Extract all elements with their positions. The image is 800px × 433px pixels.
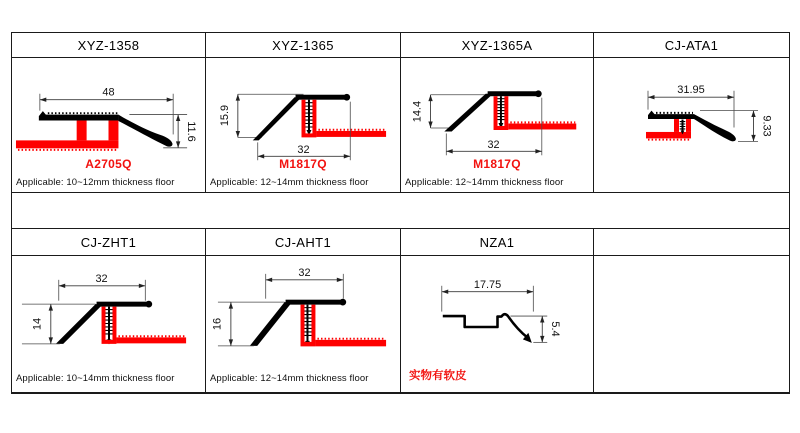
height-dimension (22, 304, 96, 344)
red-base (508, 124, 576, 130)
header-xyz-1365 (206, 33, 401, 58)
end-dot (535, 90, 542, 97)
height-value: 9.33 (760, 115, 773, 137)
model-label: NZA1 (479, 234, 515, 250)
cell-empty (594, 256, 789, 393)
arrow-icon (236, 131, 240, 137)
cell-xyz-1358 (12, 58, 206, 193)
arrow-icon (428, 95, 432, 101)
header-nza1 (401, 229, 594, 256)
arrow-icon (751, 135, 755, 141)
top-bar (286, 300, 342, 305)
die-code-label: M1817Q (279, 157, 327, 171)
arrow-icon (59, 284, 65, 288)
cell-nza1 (401, 256, 594, 393)
width-value: 31.95 (677, 84, 705, 97)
arrow-icon (167, 98, 173, 102)
aluminium-profile (443, 314, 532, 343)
arrow-icon (236, 94, 240, 100)
ramp (250, 302, 292, 346)
red-channel-wall (77, 121, 87, 141)
width-value: 32 (297, 143, 310, 156)
width-dimension (266, 267, 344, 299)
cell-xyz-1365 (206, 58, 401, 193)
aluminium-profile (16, 111, 173, 150)
cell-cj-ata1 (594, 58, 789, 193)
width-dimension (40, 87, 173, 135)
arrow-icon (540, 336, 544, 342)
ramp (694, 114, 736, 141)
applicability-note: Applicable: 10~12mm thickness floor (16, 177, 175, 188)
header-empty (594, 229, 789, 256)
profile-drawing-xyz-1358 (12, 58, 205, 192)
arrow-icon (428, 122, 432, 128)
applicability-note: Applicable: 12~14mm thickness floor (405, 177, 564, 188)
cell-cj-zht1 (12, 256, 206, 393)
arrow-icon (229, 302, 233, 308)
top-bar (296, 95, 346, 100)
ramp (253, 97, 302, 140)
height-value: 14 (31, 317, 44, 331)
arrow-icon (49, 337, 53, 343)
model-label: XYZ-1365A (461, 37, 533, 53)
profile-outline (443, 314, 528, 338)
chinese-note: 实物有软皮 (409, 370, 467, 382)
ramp (118, 115, 172, 147)
width-value: 32 (487, 138, 500, 151)
height-value: 14.4 (411, 100, 424, 123)
spacer-row (12, 193, 789, 229)
arrow-icon (49, 304, 53, 310)
model-label: CJ-AHT1 (274, 234, 332, 250)
catalog-table (11, 32, 790, 394)
aluminium-profile (444, 90, 576, 131)
profile-drawing-xyz-1365 (206, 58, 400, 192)
red-base (646, 132, 691, 138)
aluminium-profile (56, 301, 186, 345)
arrow-icon (176, 141, 180, 147)
arrow-icon (266, 278, 272, 282)
die-code-label: A2705Q (85, 157, 132, 171)
cell-xyz-1365a (401, 58, 594, 193)
arrow-icon (139, 284, 145, 288)
red-base (116, 337, 186, 343)
height-value: 11.6 (185, 121, 198, 142)
height-value: 16 (211, 317, 224, 331)
width-dimension (442, 279, 534, 312)
top-bar (488, 91, 537, 96)
end-dot (339, 299, 346, 306)
arrow-icon (229, 339, 233, 345)
arrow-icon (527, 290, 533, 294)
height-dimension (219, 94, 304, 137)
profile-drawing-cj-ata1 (594, 58, 789, 192)
model-label: CJ-ZHT1 (80, 234, 137, 250)
applicability-note: Applicable: 12~14mm thickness floor (210, 177, 369, 188)
width-dimension (59, 273, 146, 301)
red-base (16, 140, 118, 148)
top-cap (648, 111, 694, 119)
red-channel-wall (109, 121, 119, 141)
header-cj-aht1 (206, 229, 401, 256)
end-dot (145, 301, 152, 308)
top-bar (97, 302, 148, 307)
header-cj-zht1 (12, 229, 206, 256)
ramp (56, 304, 103, 344)
height-value: 15.9 (218, 104, 231, 127)
arrow-icon (728, 95, 735, 99)
aluminium-profile (646, 111, 736, 142)
arrow-icon (648, 95, 655, 99)
arrow-icon (446, 149, 452, 153)
model-label: XYZ-1358 (77, 37, 140, 53)
ramp (444, 94, 493, 132)
arrow-icon (40, 98, 46, 102)
applicability-note: Applicable: 12~14mm thickness floor (210, 373, 369, 384)
profile-drawing-xyz-1365a (401, 58, 593, 192)
header-xyz-1365a (401, 33, 594, 58)
red-base (315, 340, 386, 346)
red-channel-wall (674, 119, 679, 132)
arrow-icon (751, 111, 755, 117)
model-label: CJ-ATA1 (664, 37, 719, 53)
die-code-label: M1817Q (473, 157, 521, 171)
applicability-note: Applicable: 10~14mm thickness floor (16, 373, 175, 384)
aluminium-profile (253, 94, 386, 141)
arrow-icon (540, 316, 544, 322)
model-label: XYZ-1365 (272, 37, 334, 53)
height-value: 5.4 (549, 321, 562, 337)
header-xyz-1358 (12, 33, 206, 58)
profile-drawing-cj-zht1 (12, 256, 205, 392)
width-value: 32 (298, 266, 311, 279)
red-channel-wall (686, 119, 691, 132)
aluminium-profile (250, 299, 386, 347)
arrow-icon (535, 149, 541, 153)
width-value: 32 (95, 272, 108, 285)
cell-cj-aht1 (206, 256, 401, 393)
arrow-icon (337, 278, 343, 282)
end-dot (343, 94, 350, 101)
width-value: 48 (102, 86, 115, 99)
red-base (316, 131, 386, 137)
header-cj-ata1 (594, 33, 789, 58)
arrow-icon (176, 115, 180, 121)
width-value: 17.75 (473, 278, 502, 291)
profile-drawing-cj-aht1 (206, 256, 400, 392)
arrow-icon (442, 290, 448, 294)
